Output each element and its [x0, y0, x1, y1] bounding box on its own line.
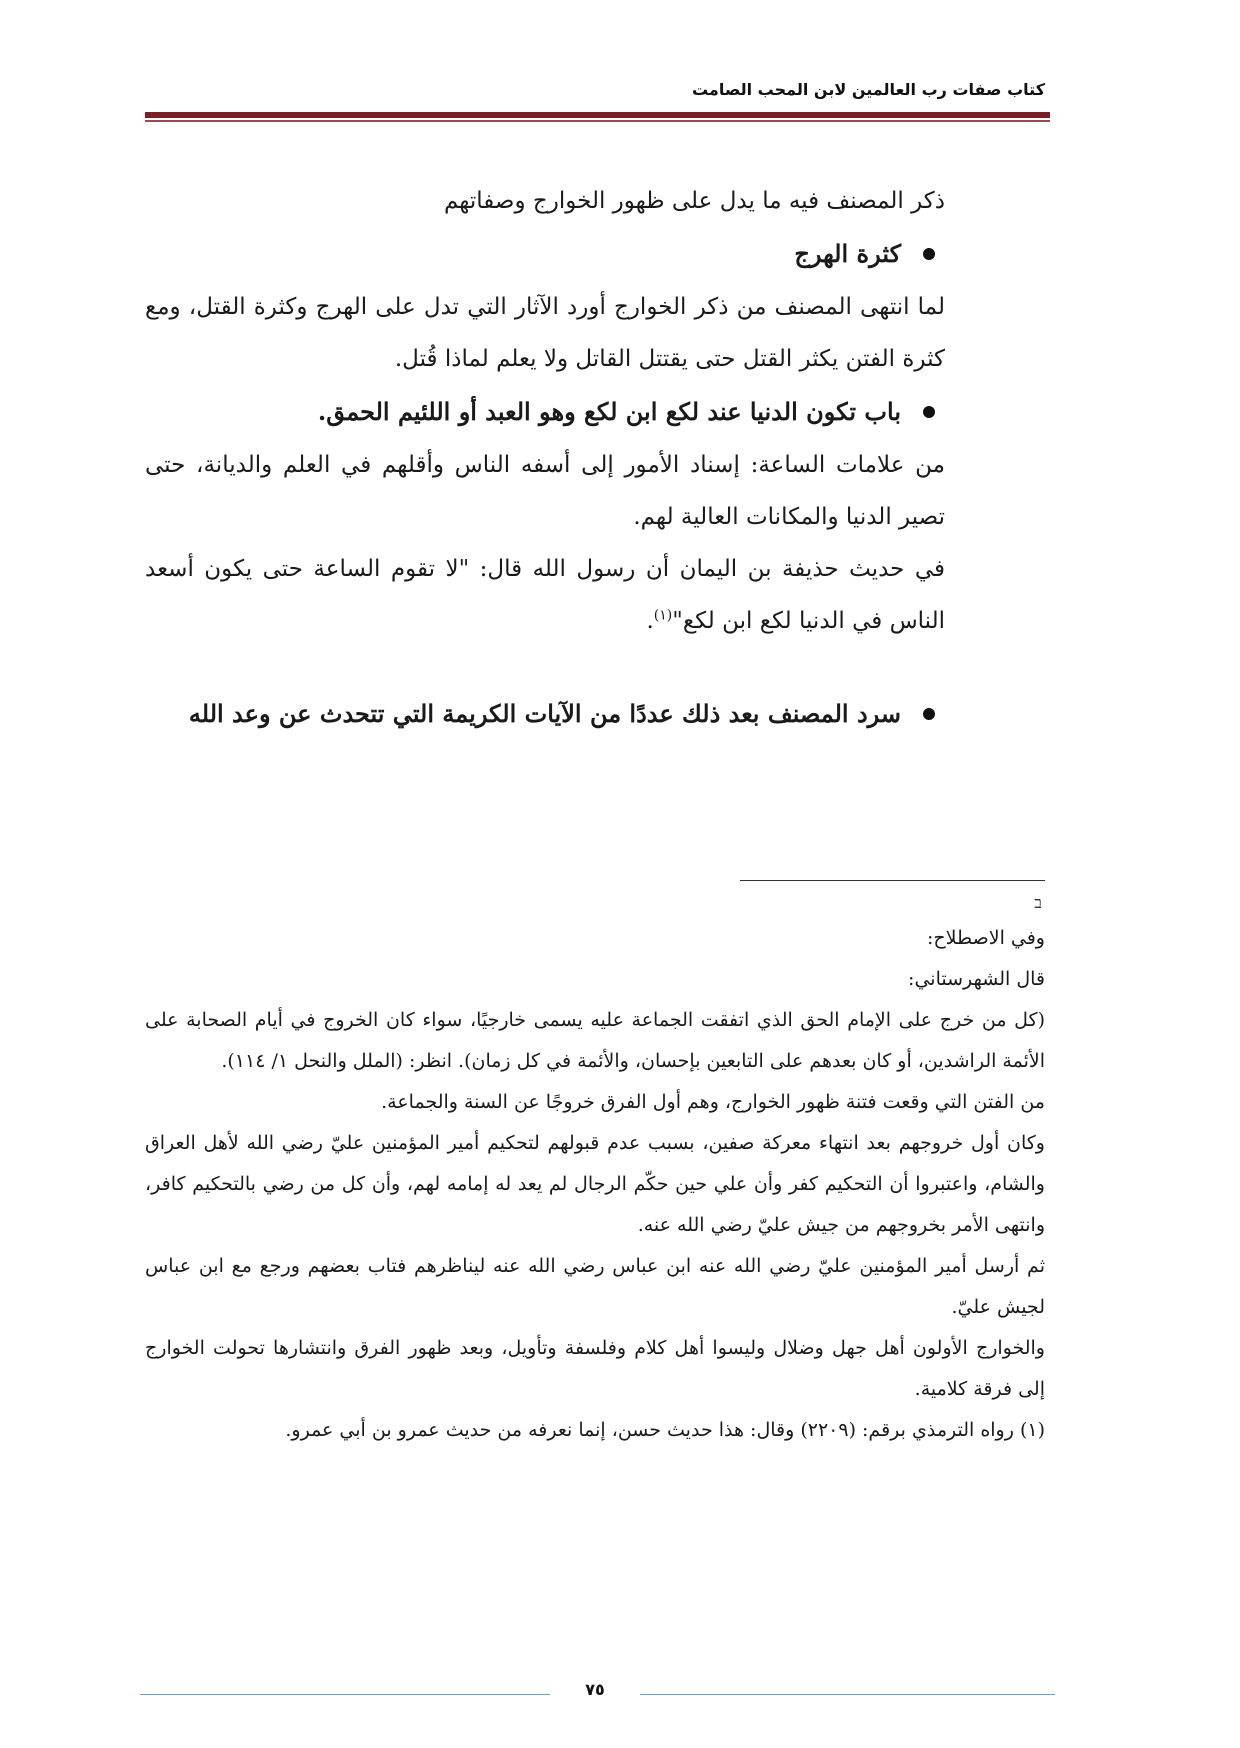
paragraph-3: [145, 543, 945, 647]
footnote-line: قال الشهرستاني:: [908, 968, 1045, 990]
footnote-line: والخوارج الأولون أهل جهل وضلال وليسوا أهل كلام وفلسفة وتأويل، وبعد ظهور الفرق وانتشارها تحولت الخوارج إلى فرقة كلامية.: [145, 1337, 1045, 1400]
footer-rule-left: [140, 1694, 550, 1695]
paragraph-3-text: في حديث حذيفة بن اليمان أن رسول الله قال: "لا تقوم الساعة حتى يكون أسعد الناس في الدنيا لكع ابن لكع": [145, 556, 945, 634]
paragraph-2: من علامات الساعة: إسناد الأمور إلى أسفه الناس وأقلهم في العلم والديانة، حتى تصير الدنيا والمكانات العالية لهم.: [145, 452, 945, 530]
footnote-mark: ב: [1034, 893, 1042, 912]
bullet-heading-1-text: كثرة الهرج: [794, 239, 901, 268]
footnote-ref-1[interactable]: (١): [653, 607, 673, 624]
main-text: [145, 175, 945, 741]
page-number: ٧٥: [585, 1680, 605, 1699]
bullet-dot-icon: [923, 248, 935, 260]
bullet-heading-3: [5, 687, 945, 741]
footer-rule-right: [640, 1694, 1055, 1695]
intro-paragraph: ذكر المصنف فيه ما يدل على ظهور الخوارج وصفاتهم: [443, 188, 945, 214]
header-rule-thick: [145, 112, 1050, 118]
footnote-line: وكان أول خروجهم بعد انتهاء معركة صفين، بسبب عدم قبولهم لتحكيم أمير المؤمنين عليّ رضي الله لأهل العراق والشام، واعتبروا أن التحكيم كفر وأن علي حين حكّم الرجال لم يعد له إمامه لهم، وأن كل من رضي بالتحكيم كافر، وانتهى الأمر بخروجهم من جيش عليّ رضي الله عنه.: [145, 1132, 1045, 1236]
footnote-separator: [740, 880, 1045, 881]
bullet-heading-2: [145, 385, 945, 439]
bullet-heading-1: [145, 227, 945, 281]
footnote-line: وفي الاصطلاح:: [927, 927, 1045, 949]
footnote-line: ثم أرسل أمير المؤمنين عليّ رضي الله عنه ابن عباس رضي الله عنه ليناظرهم فتاب بعضهم ورجع مع ابن عباس لجيش عليّ.: [145, 1255, 1045, 1318]
footnote-line: (كل من خرج على الإمام الحق الذي اتفقت الجماعة عليه يسمى خارجيًا، سواء كان الخروج في أيام الصحابة على الأئمة الراشدين، أو كان بعدهم على التابعين بإحسان، والأئمة في كل زمان). انظر: (الملل والنحل ١/ ١١٤).: [145, 1009, 1045, 1072]
footnote-1: (١) رواه الترمذي برقم: (٢٢٠٩) وقال: هذا حديث حسن، إنما نعرفه من حديث عمرو بن أبي عمرو.: [285, 1419, 1045, 1441]
header-rule-thin: [145, 120, 1050, 122]
bullet-dot-icon: [923, 406, 935, 418]
footnotes: [145, 918, 1045, 1451]
paragraph-1: لما انتهى المصنف من ذكر الخوارج أورد الآثار التي تدل على الهرج وكثرة القتل، ومع كثرة الفتن يكثر القتل حتى يقتتل القاتل ولا يعلم لماذا قُتل.: [145, 294, 945, 372]
bullet-heading-3-text: سرد المصنف بعد ذلك عددًا من الآيات الكريمة التي تتحدث عن وعد الله: [188, 699, 901, 728]
paragraph-3-end: .: [646, 608, 654, 634]
bullet-dot-icon: [923, 708, 935, 720]
bullet-heading-2-text: باب تكون الدنيا عند لكع ابن لكع وهو العبد أو اللئيم الحمق.: [317, 397, 901, 426]
running-header-title: كتاب صفات رب العالمين لابن المحب الصامت: [691, 80, 1045, 99]
footnote-line: من الفتن التي وقعت فتنة ظهور الخوارج، وهم أول الفرق خروجًا عن السنة والجماعة.: [381, 1091, 1045, 1113]
